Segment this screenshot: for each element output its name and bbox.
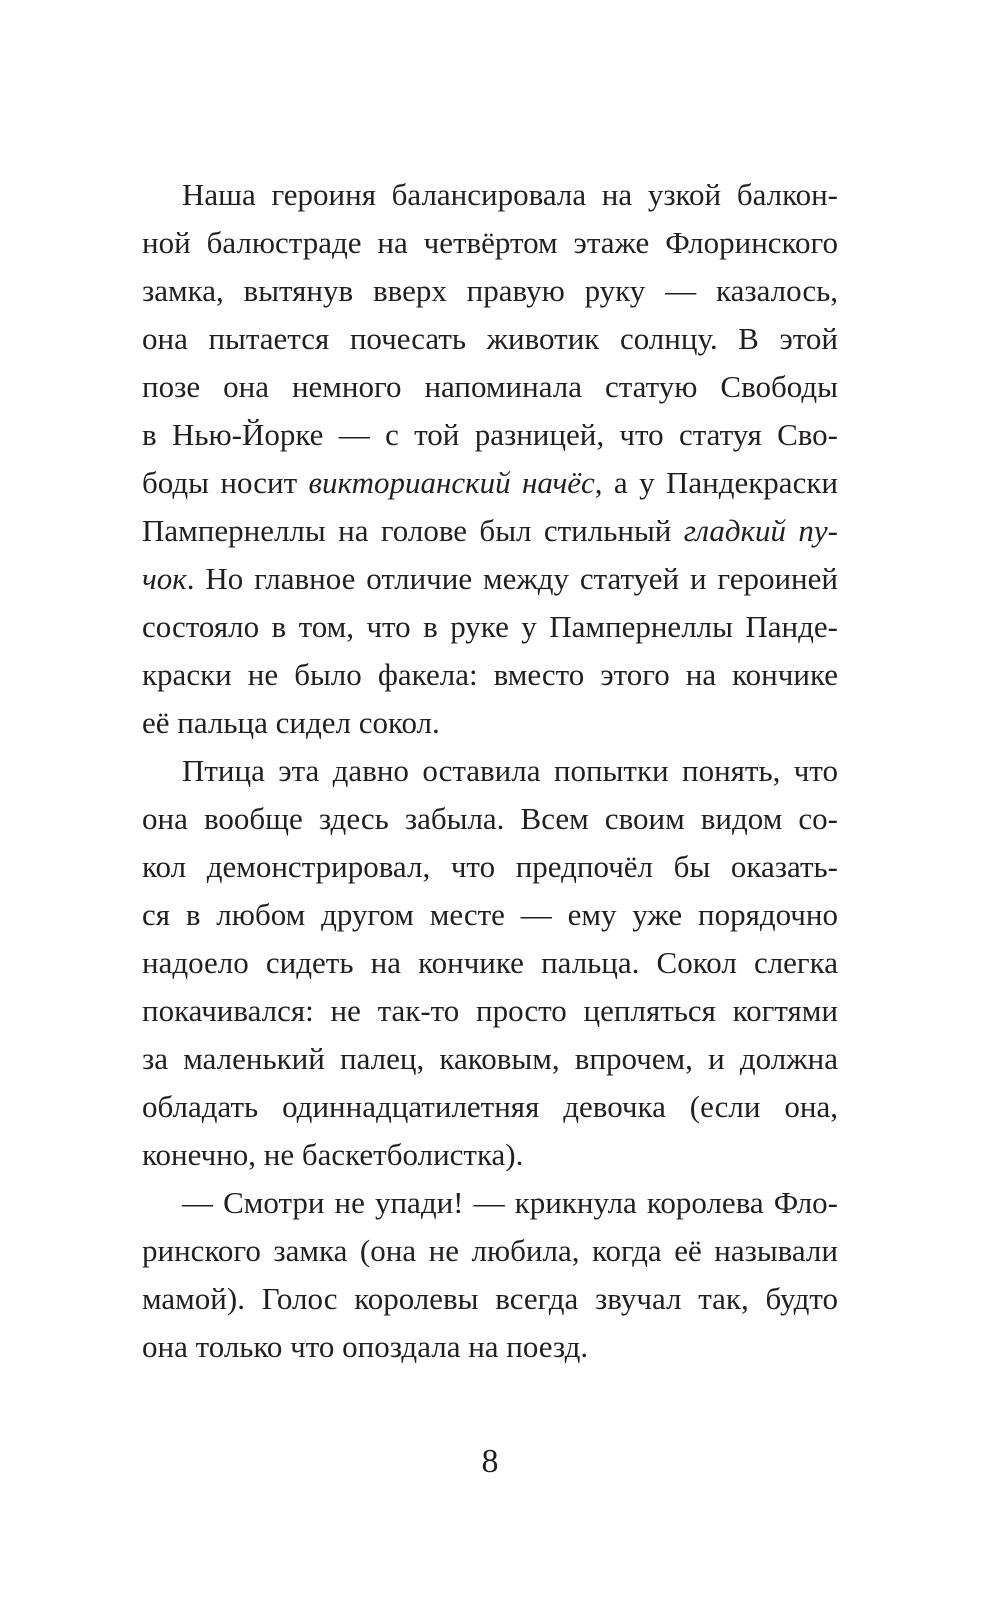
text-segment: позе она немного напоминала статую Свободы xyxy=(142,369,838,404)
text-line xyxy=(142,1227,838,1275)
text-segment: краски не было факела: вместо этого на кончике xyxy=(142,657,838,692)
italic-text: гладкий пу- xyxy=(683,513,838,548)
text-line xyxy=(142,891,838,939)
text-line xyxy=(142,555,838,603)
text-line xyxy=(142,603,838,651)
text-line xyxy=(142,1083,838,1131)
text-line xyxy=(142,651,838,699)
text-segment: мамой). Голос королевы всегда звучал так, будто xyxy=(142,1281,838,1316)
text-line xyxy=(182,1179,838,1227)
text-segment: замка, вытянув вверх правую руку — казалось, xyxy=(142,273,838,308)
text-line xyxy=(142,987,838,1035)
text-segment: . Но главное отличие между статуей и героиней xyxy=(186,561,838,596)
text-segment: Пампернеллы на голове был стильный xyxy=(142,513,684,548)
text-line xyxy=(142,1131,838,1179)
text-segment: ринского замка (она не любила, когда её называли xyxy=(142,1233,838,1268)
text-segment: обладать одиннадцатилетняя девочка (если она, xyxy=(142,1089,838,1124)
text-line xyxy=(142,1275,838,1323)
body-text xyxy=(142,171,838,1371)
text-segment: конечно, не баскетболистка). xyxy=(142,1137,524,1172)
paragraph xyxy=(142,1179,838,1371)
text-segment: ся в любом другом месте — ему уже порядочно xyxy=(142,897,838,932)
text-line xyxy=(182,747,838,795)
text-line xyxy=(142,411,838,459)
text-segment: Наша героиня балансировала на узкой балкон- xyxy=(182,177,838,212)
text-segment: Птица эта давно оставила попытки понять, что xyxy=(182,753,838,788)
text-segment: боды носит xyxy=(142,465,309,500)
text-line xyxy=(142,939,838,987)
text-line xyxy=(142,267,838,315)
italic-text: викторианский начёс xyxy=(308,465,595,500)
text-segment: в Нью-Йорке — с той разницей, что статуя Сво- xyxy=(142,417,838,452)
text-line xyxy=(142,219,838,267)
text-segment: , а у Пандекраски xyxy=(594,465,838,500)
text-segment: за маленький палец, каковым, впрочем, и должна xyxy=(142,1041,838,1076)
text-segment: кол демонстрировал, что предпочёл бы оказать- xyxy=(142,849,838,884)
text-line xyxy=(142,315,838,363)
text-segment: покачивался: не так-то просто цепляться когтями xyxy=(142,993,838,1028)
text-line xyxy=(142,795,838,843)
text-segment: состояло в том, что в руке у Пампернеллы Панде- xyxy=(142,609,838,644)
italic-text: чок xyxy=(142,561,187,596)
paragraph xyxy=(142,171,838,747)
text-line xyxy=(142,699,838,747)
text-line xyxy=(142,1035,838,1083)
text-segment: ной балюстраде на четвёртом этаже Флоринского xyxy=(142,225,838,260)
page-number: 8 xyxy=(481,1443,499,1480)
text-segment: — Смотри не упади! — крикнула королева Фло- xyxy=(182,1185,838,1220)
text-line xyxy=(142,507,838,555)
paragraph xyxy=(142,747,838,1179)
text-line xyxy=(182,171,838,219)
text-segment: она вообще здесь забыла. Всем своим видом со- xyxy=(142,801,838,836)
text-line xyxy=(142,363,838,411)
text-segment: она только что опоздала на поезд. xyxy=(142,1329,589,1364)
text-segment: надоело сидеть на кончике пальца. Сокол слегка xyxy=(142,945,838,980)
text-segment: она пытается почесать животик солнцу. В этой xyxy=(142,321,838,356)
text-segment: её пальца сидел сокол. xyxy=(142,705,440,740)
text-line xyxy=(142,1323,838,1371)
text-line xyxy=(142,843,838,891)
text-line xyxy=(142,459,838,507)
